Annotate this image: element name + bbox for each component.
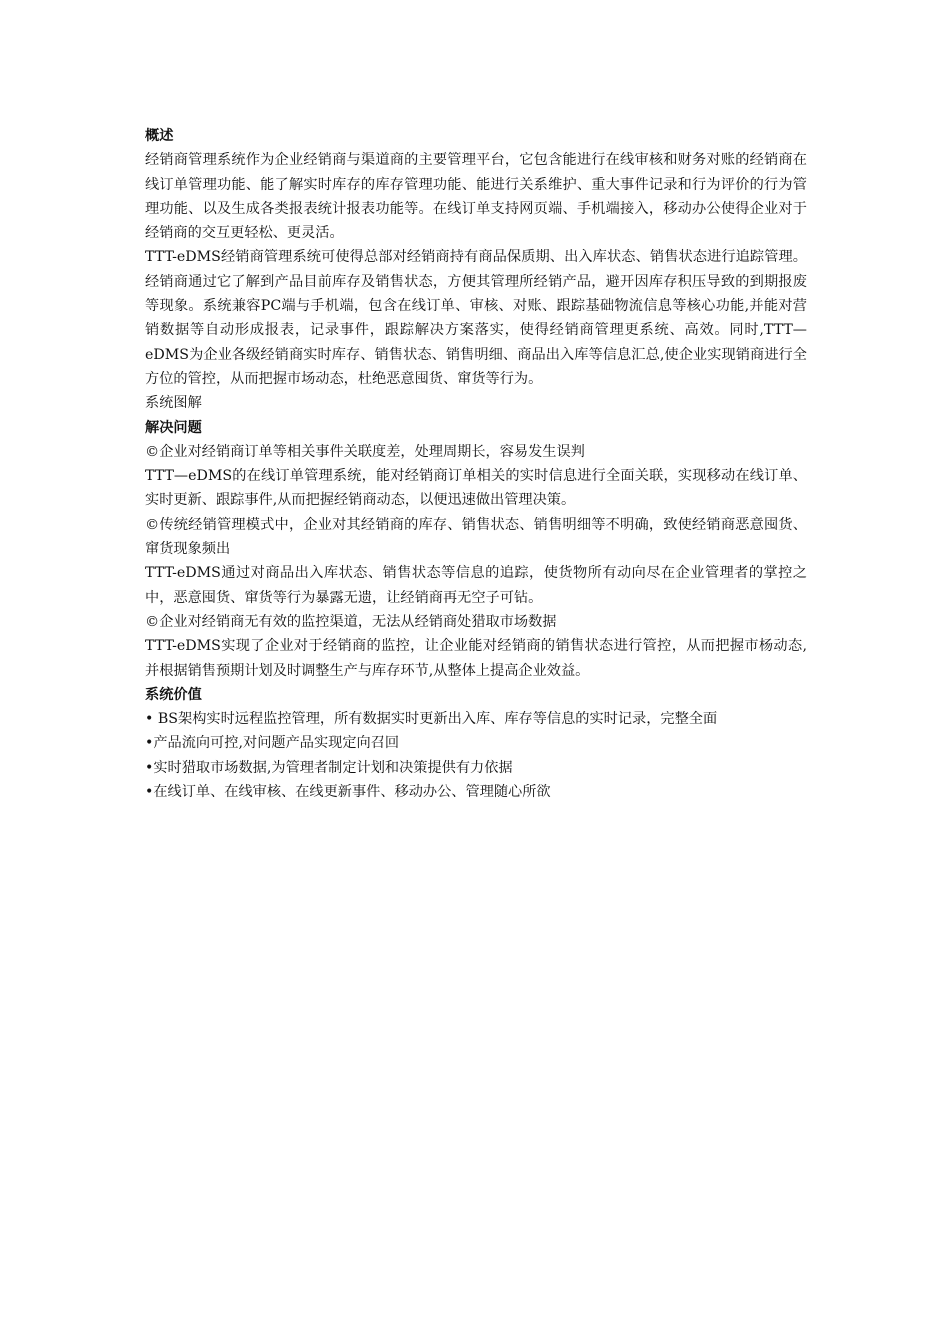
- document-page: [145, 124, 807, 804]
- problems-heading: 解决问题: [145, 419, 202, 436]
- value-item-3: •实时猎取市场数据,为管理者制定计划和决策提供有力依据: [145, 759, 513, 776]
- overview-paragraph-1: 经销商管理系统作为企业经销商与渠道商的主要管理平台，它包含能进行在线审核和财务对账的经销商在线订单管理功能、能了解实时库存的库存管理功能、能进行关系维护、重大事件记录和行为评价的行为管理功能、以及生成各类报表统计报表功能等。在线订单支持网页端、手机端接入，移动办公使得企业对于经销商的交互更轻松、更灵活。: [145, 152, 807, 242]
- overview-paragraph-2: TTT-eDMS经销商管理系统可使得总部对经销商持有商品保质期、出入库状态、销售状态进行追踪管理。经销商通过它了解到产品目前库存及销售状态，方便其管理所经销产品，避开因库存积压导致的到期报废等现象。系统兼容PC端与手机端，包含在线订单、审核、对账、跟踪基础物流信息等核心功能,并能对营销数据等自动形成报表，记录事件，跟踪解决方案落实，使得经销商管理更系统、高效。同时,TTT—eDMS为企业各级经销商实时库存、销售状态、销售明细、商品出入库等信息汇总,使企业实现销商进行全方位的管控，从而把握市场动态，杜绝恶意囤货、窜货等行为。: [145, 249, 807, 387]
- problem-item-2: ©传统经销管理模式中，企业对其经销商的库存、销售状态、销售明细等不明确，致使经销商恶意囤货、窜货现象频出: [145, 516, 807, 558]
- solution-item-2: TTT-eDMS通过对商品出入库状态、销售状态等信息的追踪，使货物所有动向尽在企业管理者的掌控之中，恶意囤货、窜货等行为暴露无遗，让经销商再无空子可钻。: [145, 565, 807, 606]
- diagram-label: 系统图解: [145, 395, 202, 412]
- value-item-1: • BS架构实时远程监控管理，所有数据实时更新出入库、库存等信息的实时记录，完整全面: [145, 711, 718, 728]
- value-item-2: •产品流向可控,对问题产品实现定向召回: [145, 735, 400, 752]
- problem-item-3: ©企业对经销商无有效的监控渠道，无法从经销商处猎取市场数据: [145, 613, 557, 630]
- value-heading: 系统价值: [145, 686, 202, 703]
- value-item-4: •在线订单、在线审核、在线更新事件、移动办公、管理随心所欲: [145, 784, 551, 801]
- solution-item-3: TTT-eDMS实现了企业对于经销商的监控，让企业能对经销商的销售状态进行管控，从而把握市杨动态,并根据销售预期计划及时调整生产与库存环节,从整体上提高企业效益。: [145, 638, 807, 679]
- problem-item-1: ©企业对经销商订单等相关事件关联度差，处理周期长，容易发生误判: [145, 443, 585, 460]
- solution-item-1: TTT—eDMS的在线订单管理系统，能对经销商订单相关的实时信息进行全面关联，实现移动在线订单、实时更新、跟踪事件,从而把握经销商动态，以便迅速做出管理决策。: [145, 468, 807, 509]
- overview-heading: 概述: [145, 128, 174, 144]
